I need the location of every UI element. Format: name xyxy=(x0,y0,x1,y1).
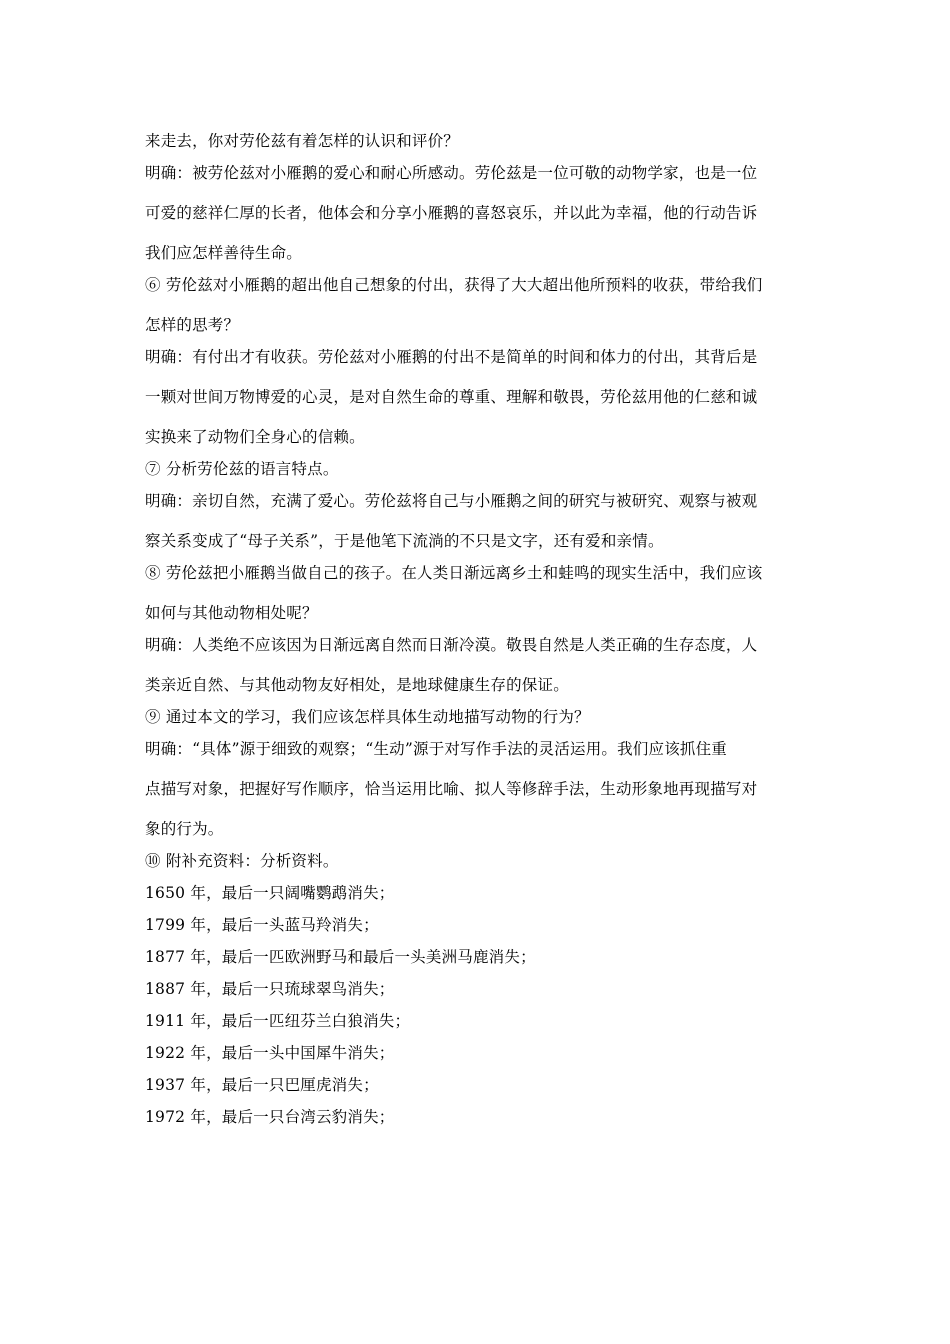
text-line: 来走去，你对劳伦兹有着怎样的认识和评价？ xyxy=(145,132,460,150)
text-line: 我们应怎样善待生命。 xyxy=(145,244,303,262)
text-line: 1972 年，最后一只台湾云豹消失； xyxy=(145,1108,395,1126)
text-line: ⑦ 分析劳伦兹的语言特点。 xyxy=(145,460,339,478)
text-line: 明确：被劳伦兹对小雁鹅的爱心和耐心所感动。劳伦兹是一位可敬的动物学家，也是一位 xyxy=(145,164,758,182)
text-line: 1799 年，最后一头蓝马羚消失； xyxy=(145,916,379,934)
text-line: 明确：人类绝不应该因为日渐远离自然而日渐冷漠。敬畏自然是人类正确的生存态度，人 xyxy=(145,636,758,654)
text-line: 如何与其他动物相处呢？ xyxy=(145,604,318,622)
text-line: ⑨ 通过本文的学习，我们应该怎样具体生动地描写动物的行为？ xyxy=(145,708,590,726)
text-line: 1922 年，最后一头中国犀牛消失； xyxy=(145,1044,395,1062)
text-line: 怎样的思考？ xyxy=(145,316,240,334)
text-line: 1911 年，最后一匹纽芬兰白狼消失； xyxy=(145,1012,411,1030)
text-line: 实换来了动物们全身心的信赖。 xyxy=(145,428,365,446)
text-line: 1877 年，最后一匹欧洲野马和最后一头美洲马鹿消失； xyxy=(145,948,536,966)
text-line: 明确：“具体”源于细致的观察；“生动”源于对写作手法的灵活运用。我们应该抓住重 xyxy=(145,740,727,758)
text-line: 点描写对象，把握好写作顺序，恰当运用比喻、拟人等修辞手法，生动形象地再现描写对 xyxy=(145,780,758,798)
text-line: ⑥ 劳伦兹对小雁鹅的超出他自己想象的付出，获得了大大超出他所预料的收获，带给我们 xyxy=(145,276,763,294)
text-line: ⑧ 劳伦兹把小雁鹅当做自己的孩子。在人类日渐远离乡土和蛙鸣的现实生活中，我们应该 xyxy=(145,564,763,582)
text-line: 明确：有付出才有收获。劳伦兹对小雁鹅的付出不是简单的时间和体力的付出，其背后是 xyxy=(145,348,758,366)
text-line: 明确：亲切自然，充满了爱心。劳伦兹将自己与小雁鹅之间的研究与被研究、观察与被观 xyxy=(145,492,758,510)
text-line: 1887 年，最后一只琉球翠鸟消失； xyxy=(145,980,395,998)
text-line: 一颗对世间万物博爱的心灵，是对自然生命的尊重、理解和敬畏，劳伦兹用他的仁慈和诚 xyxy=(145,388,758,406)
text-line: 象的行为。 xyxy=(145,820,224,838)
text-line: 1937 年，最后一只巴厘虎消失； xyxy=(145,1076,379,1094)
text-line: 类亲近自然、与其他动物友好相处，是地球健康生存的保证。 xyxy=(145,676,569,694)
document-body xyxy=(145,127,815,1132)
text-line: 察关系变成了“母子关系”，于是他笔下流淌的不只是文字，还有爱和亲情。 xyxy=(145,532,664,550)
text-line: 1650 年，最后一只阔嘴鹦鹉消失； xyxy=(145,884,395,902)
text-line: ⑩ 附补充资料：分析资料。 xyxy=(145,852,339,870)
text-line: 可爱的慈祥仁厚的长者，他体会和分享小雁鹅的喜怒哀乐，并以此为幸福，他的行动告诉 xyxy=(145,204,758,222)
